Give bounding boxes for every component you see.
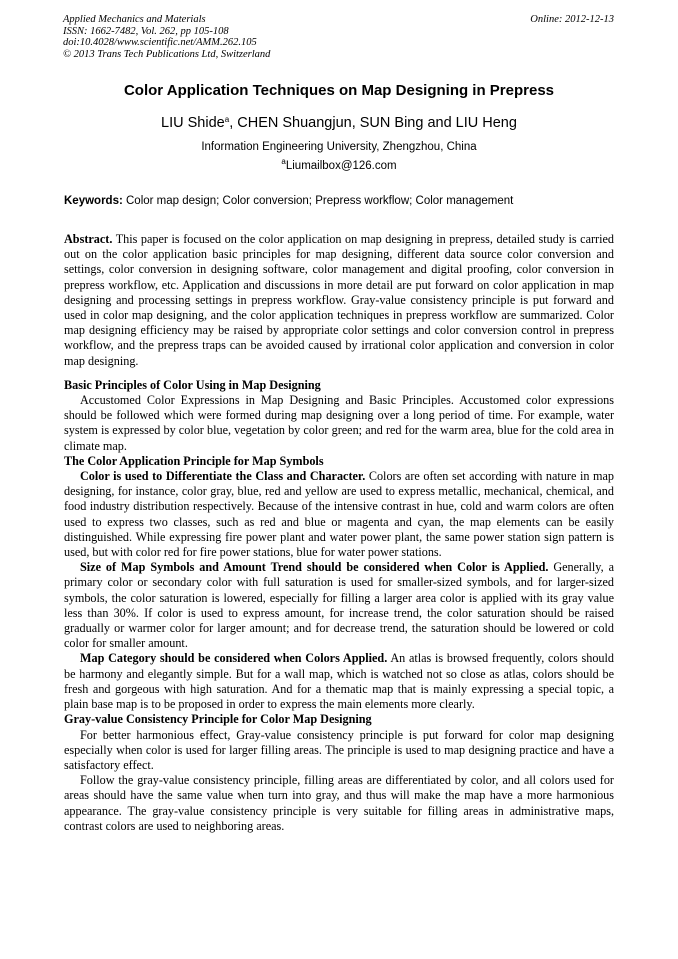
paragraph-lead: Map Category should be considered when Colors Applied. [80, 651, 388, 666]
doi-line[interactable]: doi:10.4028/www.scientific.net/AMM.262.105 [63, 37, 257, 48]
author-email [0, 157, 678, 172]
affiliation: Information Engineering University, Zhengzhou, China [201, 141, 477, 153]
paragraph [64, 469, 614, 560]
paragraph-lead: Size of Map Symbols and Amount Trend should be considered when Color is Applied. [80, 560, 549, 575]
online-date: Online: 2012-12-13 [530, 14, 614, 25]
email-marker: a [281, 157, 286, 166]
issn-line: ISSN: 1662-7482, Vol. 262, pp 105-108 [63, 25, 229, 37]
journal-header [63, 14, 270, 60]
author-affil-marker: a [224, 115, 230, 124]
paragraph-text: An atlas is browsed frequently, colors should be harmony and elegantly simple. But for a wall map, which is watched not so close as atlas, colors should be fresh and gorgeous with high saturation. And for a thematic map that is mainly expressing a special topic, a plain base map is to be proposed in order to express the main elements more clearly. [64, 651, 614, 712]
paragraph-lead: Color is used to Differentiate the Class and Character. [80, 469, 366, 484]
abstract-label: Abstract. [64, 232, 113, 246]
paragraph-text: Generally, a primary color or secondary color with full saturation is used for smaller-sized symbols, and for larger-sized symbols, the color saturation is lowered, especially for filling a larger area color is applied with its gray value less than 30%. If color is used to express amount, for increase trend, the color saturation should be raised gradually or warmer color for larger amount; and for decrease trend, the saturation should be lowered or cold color for smaller amount. [64, 560, 614, 651]
section-heading: The Color Application Principle for Map Symbols [64, 453, 324, 468]
keywords-label: Keywords: [64, 195, 123, 207]
paragraph [64, 560, 614, 651]
paragraph: Accustomed Color Expressions in Map Designing and Basic Principles. Accustomed color expressions should be followed which were formed during map designing over a long period of time. For example, water system is expressed by color blue, vegetation by color green; and red for the warm area, blue for the cold area in climate map. [64, 393, 614, 453]
keywords [64, 195, 616, 207]
paper-body [64, 232, 614, 834]
paragraph: For better harmonious effect, Gray-value consistency principle is put forward for color map designing especially when color is used for larger filling areas. The principle is used to map designing practice and have a satisfactory effect. [64, 727, 614, 772]
section-heading: Basic Principles of Color Using in Map Designing [64, 377, 321, 392]
section-heading: Gray-value Consistency Principle for Color Map Designing [64, 712, 372, 727]
journal-name: Applied Mechanics and Materials [63, 14, 206, 25]
email-address[interactable]: Liumailbox@126.com [285, 160, 397, 172]
copyright-line: © 2013 Trans Tech Publications Ltd, Switzerland [63, 48, 271, 60]
other-authors: , CHEN Shuangjun, SUN Bing and LIU Heng [229, 115, 517, 131]
paper-title: Color Application Techniques on Map Designing in Prepress [123, 82, 555, 99]
paragraph-text: Colors are often set according with nature in map designing, for instance, color gray, blue, red and yellow are used to express metallic, mechanical, chemical, and food industry distribution respectively. Because of the intensive contrast in hue, cold and warm colors are often used to express two classes, such as red and blue or magenta and cyan, the map elements can be easily distinguished. While expressing fire power plant and water power plant, the same power station sign pattern is used, but with color red for fire power stations, blue for water power stations. [64, 469, 614, 560]
first-author: LIU Shide [161, 115, 225, 131]
author-list [0, 115, 678, 131]
keywords-text: Color map design; Color conversion; Prepress workflow; Color management [122, 195, 514, 207]
paragraph [64, 651, 614, 712]
paragraph: Follow the gray-value consistency principle, filling areas are differentiated by color, and all colors used for areas should have the same value when turn into gray, and thus will make the map have a more harmonious appearance. The gray-value consistency principle is very suitable for filling areas in administrative maps, contrast colors are used to neighboring areas. [64, 773, 614, 833]
abstract-text: This paper is focused on the color application on map designing in prepress, detailed study is carried out on the color application basic principles for map designing, different data source color conversion and settings, color conversion in designing software, color management and digital proofing, color conversion in prepress workflow, etc. Application and discussions in more detail are put forward on color application in map designing and processing settings in prepress workflow. Gray-value consistency principle is put forward and used in color map designing, and the color application techniques in prepress workflow are summarized. Color map designing efficiency may be raised by appropriate color settings and color conversion control in prepress workflow, and the prepress traps can be avoided caused by irrational color application and conversion in color map designing. [64, 232, 614, 368]
abstract [64, 232, 614, 369]
